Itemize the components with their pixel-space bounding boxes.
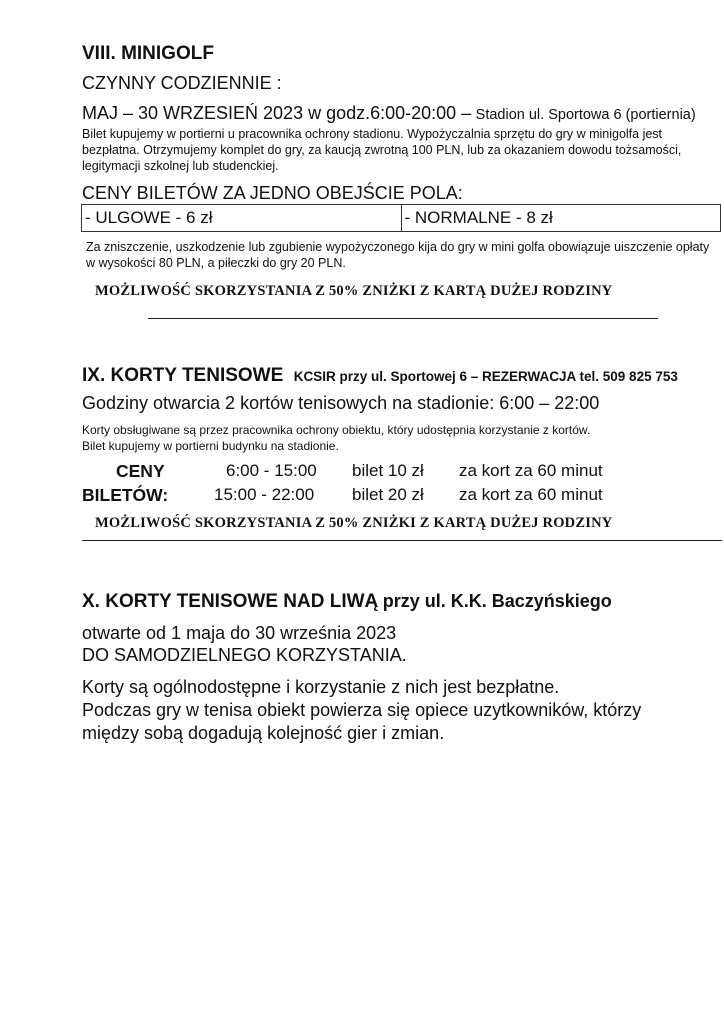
minigolf-open: CZYNNY CODZIENNIE : xyxy=(82,73,282,93)
tennis-info-line1: Korty obsługiwane są przez pracownika ochrony obiektu, który udostępnia korzystanie z kortów. xyxy=(82,423,591,437)
minigolf-season xyxy=(82,103,696,124)
liwa-para-line2: Podczas gry w tenisa obiekt powierza się opiece uzytkowników, którzy xyxy=(82,700,642,720)
minigolf-discount: MOŻLIWOŚĆ SKORZYSTANIA Z 50% ZNIŻKI Z KARTĄ DUŻEJ RODZINY xyxy=(95,283,613,299)
minigolf-title: VIII. MINIGOLF xyxy=(82,43,214,64)
tennis-prices-label-2: BILETÓW: xyxy=(82,485,169,505)
minigolf-price-table xyxy=(81,204,721,232)
minigolf-prices-heading: CENY BILETÓW ZA JEDNO OBEJŚCIE POLA: xyxy=(82,183,463,203)
liwa-title-line xyxy=(82,591,612,613)
liwa-title: X. KORTY TENISOWE NAD LIWĄ xyxy=(82,591,379,612)
price-reduced: - ULGOWE - 6 zł xyxy=(85,208,213,227)
minigolf-season-place: Stadion ul. Sportowa 6 (portiernia) xyxy=(475,107,696,123)
minigolf-damage-note: Za zniszczenie, uszkodzenie lub zgubienie wypożyczonego kija do gry w mini golfa obowiązuje uiszczenie opłaty w wysokości 80 PLN, a piłeczki do gry 20 PLN. xyxy=(86,240,710,270)
section-divider xyxy=(148,318,658,319)
minigolf-season-main: MAJ – 30 WRZESIEŃ 2023 w godz.6:00-20:00 – xyxy=(82,103,472,123)
tennis-prices-label-1: CENY xyxy=(116,461,165,481)
tennis-title-info: KCSIR przy ul. Sportowej 6 – REZERWACJA tel. 509 825 753 xyxy=(293,369,678,384)
tennis-row-1-desc: za kort za 60 minut xyxy=(459,461,603,480)
tennis-row-2-ticket: bilet 20 zł xyxy=(352,485,424,504)
tennis-title: IX. KORTY TENISOWE xyxy=(82,365,284,386)
tennis-row-2-desc: za kort za 60 minut xyxy=(459,485,603,504)
tennis-hours: Godziny otwarcia 2 kortów tenisowych na stadionie: 6:00 – 22:00 xyxy=(82,393,600,413)
liwa-open-line2: DO SAMODZIELNEGO KORZYSTANIA. xyxy=(82,645,407,665)
tennis-row-1-ticket: bilet 10 zł xyxy=(352,461,424,480)
minigolf-info: Bilet kupujemy w portierni u pracownika ochrony stadionu. Wypożyczalnia sprzętu do gry w minigolfa jest bezpłatna. Otrzymujemy komplet do gry, za kaucją zwrotną 100 PLN, lub za okazaniem dowodu tożsamości, legitymacji szkolnej lub studenckiej. xyxy=(82,127,682,173)
tennis-row-2-time: 15:00 - 22:00 xyxy=(214,485,315,504)
tennis-discount: MOŻLIWOŚĆ SKORZYSTANIA Z 50% ZNIŻKI Z KARTĄ DUŻEJ RODZINY xyxy=(95,515,613,531)
liwa-title-info: przy ul. K.K. Baczyńskiego xyxy=(382,591,612,611)
liwa-para-line3: między sobą dogadują kolejność gier i zmian. xyxy=(82,723,445,743)
liwa-open-line1: otwarte od 1 maja do 30 września 2023 xyxy=(82,623,397,643)
tennis-title-line xyxy=(82,365,678,387)
liwa-para-line1: Korty są ogólnodostępne i korzystanie z nich jest bezpłatne. xyxy=(82,677,560,697)
section-divider xyxy=(82,540,722,541)
tennis-row-1-time: 6:00 - 15:00 xyxy=(226,461,317,480)
tennis-info-line2: Bilet kupujemy w portierni budynku na stadionie. xyxy=(82,439,339,453)
price-normal: - NORMALNE - 8 zł xyxy=(401,205,721,231)
